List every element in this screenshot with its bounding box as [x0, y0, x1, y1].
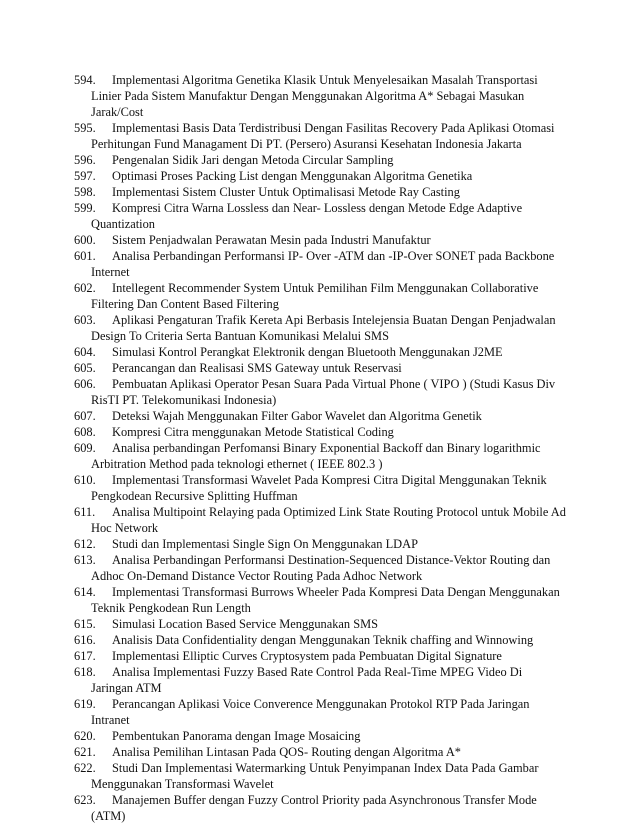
list-item [74, 648, 566, 664]
list-item [74, 424, 566, 440]
list-item [74, 536, 566, 552]
item-title: Analisa Multipoint Relaying pada Optimized Link State Routing Protocol untuk Mobile Ad Hoc Network [91, 505, 566, 535]
item-title: Analisa Implementasi Fuzzy Based Rate Control Pada Real-Time MPEG Video Di Jaringan ATM [91, 665, 523, 695]
item-title: Deteksi Wajah Menggunakan Filter Gabor Wavelet dan Algoritma Genetik [112, 409, 482, 423]
item-title: Analisa Perbandingan Performansi Destination-Sequenced Distance-Vektor Routing dan Adhoc On-Demand Distance Vector Routing Pada Adhoc Network [91, 553, 551, 583]
list-item [74, 792, 566, 824]
item-title: Optimasi Proses Packing List dengan Menggunakan Algoritma Genetika [112, 169, 473, 183]
item-title: Simulasi Kontrol Perangkat Elektronik dengan Bluetooth Menggunakan J2ME [112, 345, 503, 359]
item-title: Manajemen Buffer dengan Fuzzy Control Priority pada Asynchronous Transfer Mode (ATM) [91, 793, 537, 823]
item-title: Analisa Pemilihan Lintasan Pada QOS- Routing dengan Algoritma A* [112, 745, 461, 759]
item-number: 619. [74, 697, 96, 711]
list-item [74, 280, 566, 312]
item-number: 603. [74, 313, 96, 327]
list-item [74, 760, 566, 792]
list-item [74, 200, 566, 232]
item-number: 596. [74, 153, 96, 167]
item-number: 610. [74, 473, 96, 487]
item-number: 615. [74, 617, 96, 631]
item-number: 617. [74, 649, 96, 663]
item-number: 614. [74, 585, 96, 599]
item-number: 621. [74, 745, 96, 759]
item-number: 594. [74, 73, 96, 87]
item-number: 595. [74, 121, 96, 135]
item-number: 597. [74, 169, 96, 183]
item-number: 604. [74, 345, 96, 359]
item-number: 616. [74, 633, 96, 647]
item-title: Simulasi Location Based Service Menggunakan SMS [112, 617, 379, 631]
item-number: 618. [74, 665, 96, 679]
list-item [74, 632, 566, 648]
list-item [74, 184, 566, 200]
item-title: Pembuatan Aplikasi Operator Pesan Suara Pada Virtual Phone ( VIPO ) (Studi Kasus Div RisTI PT. Telekomunikasi Indonesia) [91, 377, 556, 407]
item-number: 608. [74, 425, 96, 439]
list-item [74, 552, 566, 584]
item-title: Kompresi Citra menggunakan Metode Statistical Coding [112, 425, 394, 439]
list-item [74, 360, 566, 376]
item-number: 613. [74, 553, 96, 567]
item-number: 620. [74, 729, 96, 743]
list-item [74, 152, 566, 168]
item-title: Implementasi Transformasi Burrows Wheeler Pada Kompresi Data Dengan Menggunakan Teknik Pengkodean Run Length [91, 585, 560, 615]
list-item [74, 584, 566, 616]
item-number: 607. [74, 409, 96, 423]
item-number: 605. [74, 361, 96, 375]
item-title: Intellegent Recommender System Untuk Pemilihan Film Menggunakan Collaborative Filtering Dan Content Based Filtering [91, 281, 539, 311]
item-title: Implementasi Elliptic Curves Cryptosystem pada Pembuatan Digital Signature [112, 649, 502, 663]
item-title: Studi dan Implementasi Single Sign On Menggunakan LDAP [112, 537, 418, 551]
item-number: 622. [74, 761, 96, 775]
item-number: 598. [74, 185, 96, 199]
list-item [74, 344, 566, 360]
item-title: Implementasi Basis Data Terdistribusi Dengan Fasilitas Recovery Pada Aplikasi Otomasi Perhitungan Fund Managament Di PT. (Persero) Asuransi Kesehatan Indonesia Jakarta [91, 121, 555, 151]
list-item [74, 312, 566, 344]
list-item [74, 728, 566, 744]
item-number: 601. [74, 249, 96, 263]
item-number: 611. [74, 505, 96, 519]
item-title: Aplikasi Pengaturan Trafik Kereta Api Berbasis Intelejensia Buatan Dengan Penjadwalan Design To Criteria Serta Bantuan Komunikasi Melalui SMS [91, 313, 556, 343]
list-item [74, 232, 566, 248]
list-item [74, 408, 566, 424]
list-item [74, 616, 566, 632]
item-title: Perancangan Aplikasi Voice Converence Menggunakan Protokol RTP Pada Jaringan Intranet [91, 697, 530, 727]
item-number: 600. [74, 233, 96, 247]
item-number: 609. [74, 441, 96, 455]
list-item [74, 440, 566, 472]
item-number: 612. [74, 537, 96, 551]
item-title: Kompresi Citra Warna Lossless dan Near- Lossless dengan Metode Edge Adaptive Quantization [91, 201, 523, 231]
item-number: 606. [74, 377, 96, 391]
item-number: 623. [74, 793, 96, 807]
list-item [74, 248, 566, 280]
list-item [74, 504, 566, 536]
item-number: 602. [74, 281, 96, 295]
list-item [74, 472, 566, 504]
list-item [74, 72, 566, 120]
item-title: Implementasi Algoritma Genetika Klasik Untuk Menyelesaikan Masalah Transportasi Linier Pada Sistem Manufaktur Dengan Menggunakan Algoritma A* Sebagai Masukan Jarak/Cost [91, 73, 538, 119]
list-item [74, 696, 566, 728]
thesis-title-list [74, 72, 566, 824]
item-title: Pengenalan Sidik Jari dengan Metoda Circular Sampling [112, 153, 394, 167]
item-title: Analisa Perbandingan Performansi IP- Over -ATM dan -IP-Over SONET pada Backbone Internet [91, 249, 555, 279]
item-title: Perancangan dan Realisasi SMS Gateway untuk Reservasi [112, 361, 402, 375]
list-item [74, 120, 566, 152]
item-title: Studi Dan Implementasi Watermarking Untuk Penyimpanan Index Data Pada Gambar Menggunakan Transformasi Wavelet [91, 761, 539, 791]
list-item [74, 376, 566, 408]
list-item [74, 168, 566, 184]
item-title: Sistem Penjadwalan Perawatan Mesin pada Industri Manufaktur [112, 233, 431, 247]
list-item [74, 744, 566, 760]
item-title: Analisa perbandingan Perfomansi Binary Exponential Backoff dan Binary logarithmic Arbitration Method pada teknologi ethernet ( IEEE 802.3 ) [91, 441, 541, 471]
list-item [74, 664, 566, 696]
item-number: 599. [74, 201, 96, 215]
item-title: Pembentukan Panorama dengan Image Mosaicing [112, 729, 361, 743]
item-title: Implementasi Sistem Cluster Untuk Optimalisasi Metode Ray Casting [112, 185, 460, 199]
item-title: Implementasi Transformasi Wavelet Pada Kompresi Citra Digital Menggunakan Teknik Pengkodean Recursive Splitting Huffman [91, 473, 547, 503]
item-title: Analisis Data Confidentiality dengan Menggunakan Teknik chaffing and Winnowing [112, 633, 534, 647]
